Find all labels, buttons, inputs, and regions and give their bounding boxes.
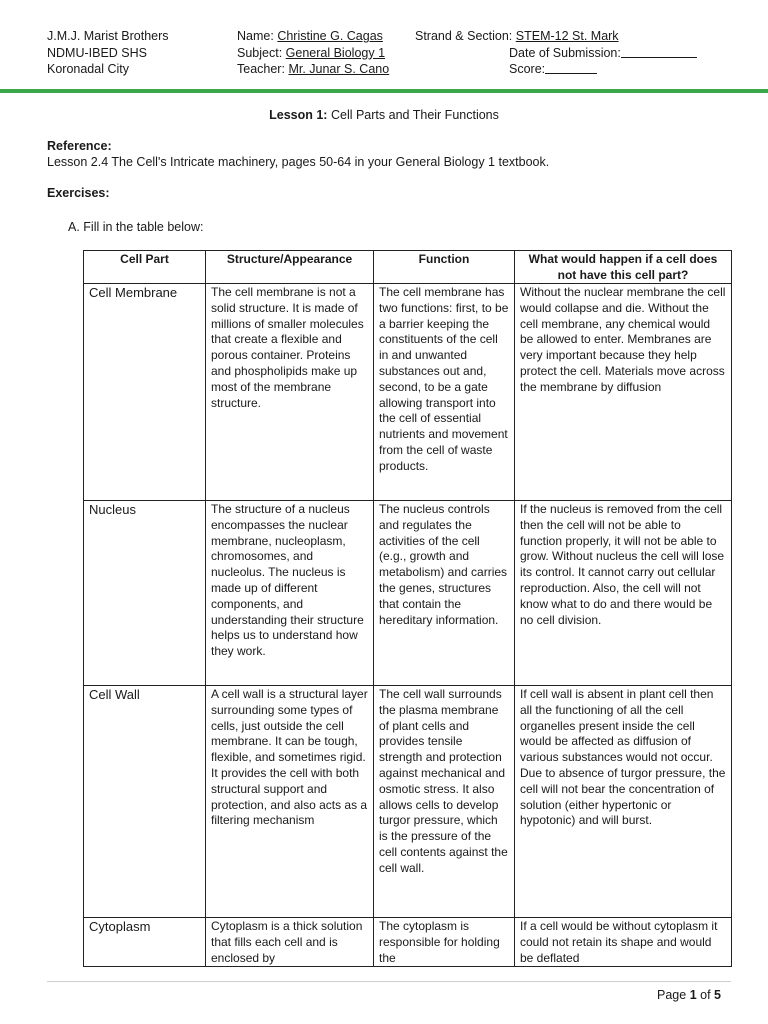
header-divider bbox=[0, 89, 768, 93]
footer-divider bbox=[47, 981, 731, 982]
page-current: 1 bbox=[689, 988, 697, 1002]
structure-cell: The cell membrane is not a solid structure. It is made of millions of smaller molecules that create a flexible and porous container. Proteins and phospholipids make up most of the membrane structure. bbox=[206, 284, 374, 501]
header-structure: Structure/Appearance bbox=[206, 251, 374, 284]
exercise-instruction: A. Fill in the table below: bbox=[68, 220, 204, 234]
table-header-row bbox=[84, 251, 732, 284]
table-row bbox=[84, 918, 732, 967]
cell-part-name: Cytoplasm bbox=[84, 918, 206, 967]
name-label: Name: bbox=[237, 29, 274, 43]
department-name: NDMU-IBED SHS bbox=[47, 45, 148, 60]
city-name: Koronadal City bbox=[47, 62, 129, 76]
header-row-2 bbox=[47, 45, 727, 62]
date-field bbox=[509, 45, 621, 62]
table-row bbox=[84, 501, 732, 686]
structure-cell: The structure of a nucleus encompasses the nuclear membrane, nucleoplasm, chromosomes, and nucleolus. The nucleus is made up of different components, and understanding their structure helps us to understand how they work. bbox=[206, 501, 374, 686]
exercises-heading: Exercises: bbox=[47, 186, 110, 200]
function-cell: The cell membrane has two functions: first, to be a barrier keeping the constituents of the cell in and unwanted substances out and, second, to be a gate allowing transport into the cell of essential nutrients and movement from the cell of waste products. bbox=[374, 284, 515, 501]
score-field bbox=[509, 61, 545, 78]
header-row-1 bbox=[47, 28, 727, 45]
page-total: 5 bbox=[714, 988, 721, 1002]
document-header bbox=[47, 28, 727, 78]
header-cell-part: Cell Part bbox=[84, 251, 206, 284]
table-row bbox=[84, 284, 732, 501]
lesson-name: Cell Parts and Their Functions bbox=[330, 108, 499, 122]
teacher-value: Mr. Junar S. Cano bbox=[288, 62, 390, 76]
function-cell: The cytoplasm is responsible for holding the bbox=[374, 918, 515, 967]
function-cell: The cell wall surrounds the plasma membrane of plant cells and provides tensile strength and protection against mechanical and osmotic stress. It also allows cells to develop turgor pressure, which is the pressure of the cell contents against the cell wall. bbox=[374, 686, 515, 918]
header-row-3 bbox=[47, 61, 727, 78]
header-function: Function bbox=[374, 251, 515, 284]
subject-value: General Biology 1 bbox=[285, 45, 386, 60]
cell-part-name: Nucleus bbox=[84, 501, 206, 686]
teacher-label: Teacher: bbox=[237, 62, 285, 76]
without-cell: Without the nuclear membrane the cell would collapse and die. Without the cell membrane, any chemical would be allowed to enter. Membranes are very important because they help protect the cell. Materials move across the membrane by diffusion bbox=[515, 284, 732, 501]
cell-part-name: Cell Membrane bbox=[84, 284, 206, 501]
lesson-title bbox=[0, 108, 768, 122]
header-without: What would happen if a cell does not have this cell part? bbox=[515, 251, 732, 284]
without-cell: If the nucleus is removed from the cell then the cell will not be able to function properly, it will not be able to grow. Without nucleus the cell will lose its control. It cannot carry out cellular reproduction. Also, the cell will not know what to do and there would be no cell division. bbox=[515, 501, 732, 686]
cell-parts-table bbox=[83, 250, 732, 967]
student-name-field bbox=[237, 28, 383, 45]
teacher-field bbox=[237, 61, 389, 78]
page-number bbox=[657, 988, 721, 1002]
strand-value: STEM-12 St. Mark bbox=[515, 29, 619, 43]
without-cell: If cell wall is absent in plant cell then all the functioning of all the cell organelles present inside the cell would be affected as diffusion of various substances would not occur. Due to absence of turgor pressure, the cell will not bear the concentration of solution (either hypertonic or hypotonic) and will burst. bbox=[515, 686, 732, 918]
school-name: J.M.J. Marist Brothers bbox=[47, 29, 169, 43]
name-value: Christine G. Cagas bbox=[277, 29, 383, 43]
strand-field bbox=[415, 28, 619, 45]
subject-field bbox=[237, 45, 385, 62]
strand-label: Strand & Section: bbox=[415, 29, 513, 43]
lesson-label: Lesson 1: bbox=[269, 108, 328, 122]
date-label: Date of Submission: bbox=[509, 45, 621, 60]
page-of-label: of bbox=[700, 988, 711, 1002]
score-label: Score: bbox=[509, 62, 546, 76]
reference-text: Lesson 2.4 The Cell's Intricate machinery, pages 50-64 in your General Biology 1 textbook. bbox=[47, 155, 550, 169]
structure-cell: Cytoplasm is a thick solution that fills each cell and is enclosed by bbox=[206, 918, 374, 967]
without-cell: If a cell would be without cytoplasm it could not retain its shape and would be deflated bbox=[515, 918, 732, 967]
subject-label: Subject: bbox=[237, 45, 283, 60]
structure-cell: A cell wall is a structural layer surrounding some types of cells, just outside the cell membrane. It can be tough, flexible, and sometimes rigid. It provides the cell with both structural support and protection, and also acts as a filtering mechanism bbox=[206, 686, 374, 918]
table-row bbox=[84, 686, 732, 918]
function-cell: The nucleus controls and regulates the activities of the cell (e.g., growth and metabolism) and carries the genes, structures that contain the hereditary information. bbox=[374, 501, 515, 686]
reference-heading: Reference: bbox=[47, 139, 112, 153]
score-blank bbox=[545, 61, 597, 74]
date-blank bbox=[621, 45, 697, 58]
page-label: Page bbox=[657, 988, 687, 1002]
cell-part-name: Cell Wall bbox=[84, 686, 206, 918]
